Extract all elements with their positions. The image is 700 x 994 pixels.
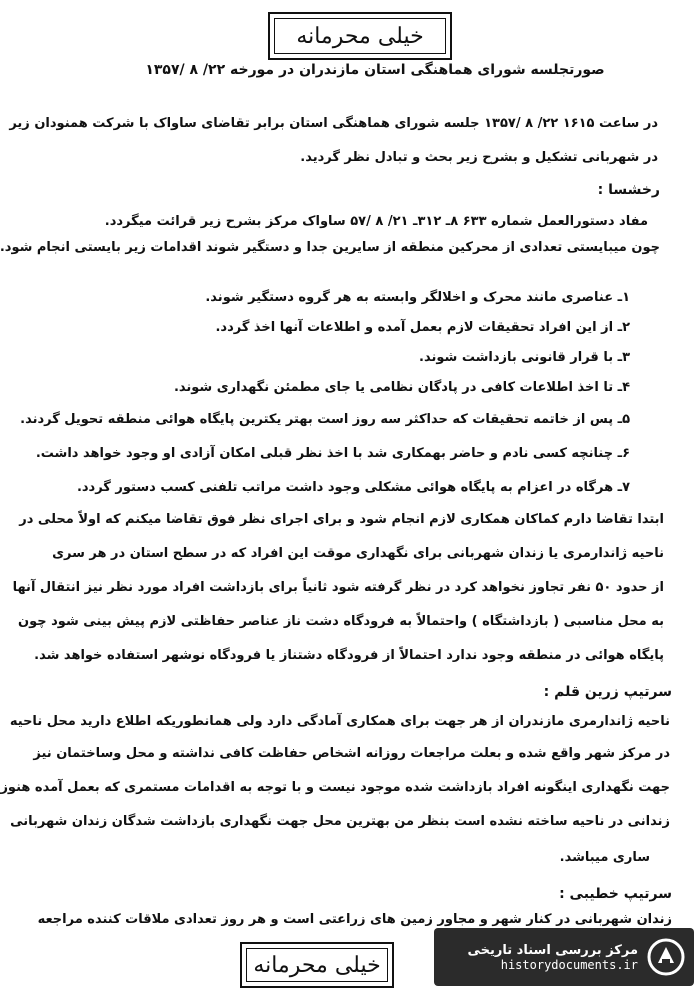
- body-line: ناحیه ژاندارمری مازندران از هر جهت برای همکاری آمادگی دارد ولی همانطوریکه اطلاع دارید محل ناحیه: [9, 714, 670, 729]
- list-item: ۴ـ تا اخذ اطلاعات کافی در پادگان نظامی یا جای مطمئن نگهداری شوند.: [173, 380, 630, 395]
- classification-stamp-bottom: [240, 942, 394, 988]
- body-line: در ساعت ۱۶۱۵ ۲۲/ ۸ /۱۳۵۷ جلسه شورای هماهنگی استان برابر تقاضای ساواک با شرکت همنودان زیر: [9, 116, 658, 131]
- body-line: ساری میباشد.: [559, 850, 650, 865]
- watermark: [434, 928, 694, 986]
- body-line: در مرکز شهر واقع شده و بعلت مراجعات روزانه اشخاص حفاظت کافی نداشته و محل وساختمان نیز: [33, 746, 670, 761]
- stamp-text: خیلی محرمانه: [296, 23, 424, 49]
- document-title: صورتجلسه شورای هماهنگی استان مازندران در مورخه ۲۲/ ۸ /۱۳۵۷: [145, 62, 605, 78]
- body-line: در شهربانی تشکیل و بشرح زیر بحث و تبادل نظر گردید.: [300, 150, 658, 165]
- classification-stamp-top: [268, 12, 452, 60]
- body-line: پایگاه هوائی در منطقه وجود ندارد احتمالاً از فرودگاه دشتناز یا فرودگاه نوشهر استفاده خواهد شد.: [34, 648, 664, 663]
- section-heading: سرتیپ زرین قلم :: [543, 684, 672, 700]
- stamp-border: [246, 948, 388, 982]
- body-line: چون میبایستی تعدادی از محرکین منطقه از سایرین جدا و دستگیر شوند اقدامات زیر بایستی انجام شود.: [0, 240, 660, 255]
- body-line: از حدود ۵۰ نفر تجاوز نخواهد کرد در نظر گرفته شود ثانیاً برای بازداشت افراد مورد نظر نیز انتقال آنها: [12, 580, 664, 595]
- body-line: مفاد دستورالعمل شماره ۶۳۳ ۸ـ ۳۱۲ـ ۲۱/ ۸ /۵۷ ساواک مرکز بشرح زیر قرائت میگردد.: [104, 214, 648, 229]
- list-item: ۶ـ چنانچه کسی نادم و حاضر بهمکاری شد با اخذ نظر قبلی امکان آزادی او وجود خواهد داشت.: [35, 446, 630, 461]
- list-item: ۲ـ از این افراد تحقیقات لازم بعمل آمده و اطلاعات آنها اخذ گردد.: [215, 320, 630, 335]
- watermark-url: historydocuments.ir: [500, 957, 638, 972]
- stamp-text: خیلی محرمانه: [253, 952, 381, 978]
- list-item: ۵ـ پس از خاتمه تحقیقات که حداکثر سه روز است بهتر یکترین پایگاه هوائی منطقه تحویل گردند.: [20, 412, 630, 427]
- watermark-title: مرکز بررسی اسناد تاریخی: [467, 942, 638, 958]
- archive-logo-icon: [646, 937, 686, 977]
- watermark-text: [468, 943, 639, 972]
- section-heading: رخشسا :: [597, 182, 660, 198]
- list-item: ۳ـ با قرار قانونی بازداشت شوند.: [419, 350, 630, 365]
- body-line: ابتدا تقاضا دارم کماکان همکاری لازم انجام شود و برای اجرای نظر فوق تقاضا میکنم که اولاً محلی در: [19, 512, 664, 527]
- section-heading: سرتیپ خطیبی :: [559, 886, 672, 902]
- list-item: ۷ـ هرگاه در اعزام به پایگاه هوائی مشکلی وجود داشت مراتب تلفنی کسب دستور گردد.: [76, 480, 630, 495]
- body-line: زندانی در ناحیه ساخته نشده است بنظر من بهترین محل جهت نگهداری بازداشت شدگان زندان شهربانی: [10, 814, 670, 829]
- body-line: ناحیه ژاندارمری یا زندان شهربانی برای نگهداری موقت این افراد که در سطح استان در هر سری: [52, 546, 664, 561]
- body-line: جهت نگهداری اینگونه افراد بازداشت شده موجود نیست و با توجه به اقدامات مستمری که بعمل آمده هنوز: [0, 780, 670, 795]
- body-line: به محل مناسبی ( بازداشتگاه ) واحتمالاً به فرودگاه دشت ناز عناصر حفاظتی لازم پیش بینی شود چون: [17, 614, 664, 629]
- stamp-border: [274, 18, 446, 54]
- body-line: زندان شهربانی در کنار شهر و مجاور زمین های زراعتی است و هر روز تعدادی ملاقات کننده مراجعه: [37, 912, 672, 927]
- list-item: ۱ـ عناصری مانند محرک و اخلالگر وابسته به هر گروه دستگیر شوند.: [205, 290, 630, 305]
